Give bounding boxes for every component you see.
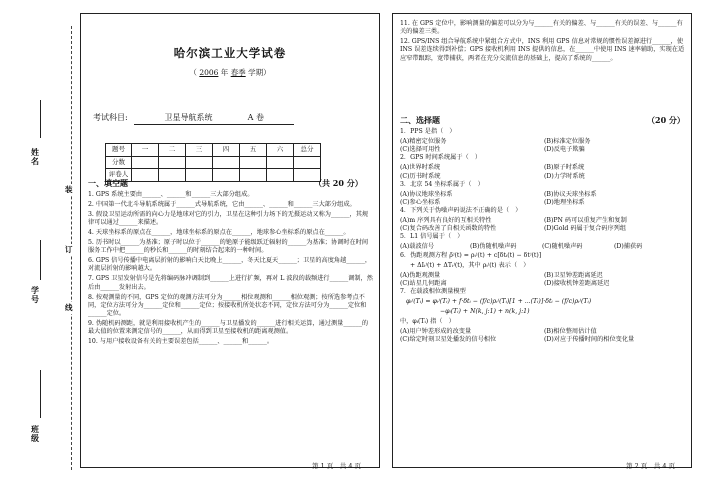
score-head-cell: 四 xyxy=(213,144,240,157)
phase-formula-line-2: −φᵢ(Tᵢ) + N(k, j:1) + n(k, j:1) xyxy=(440,307,530,315)
grader-cell[interactable] xyxy=(240,169,267,182)
choice-option[interactable]: (B)PN 码可以重复产生和复制 xyxy=(544,217,627,225)
fill-question: 9. 伪随机码测距，就是利用接收机产生的______与卫星播发的______进行相关运算，通过测量______的最大值的位置来测定信号的______，从而得到卫星至接收机的距离观测值。 xyxy=(88,320,369,336)
choice-option[interactable]: (A)用户钟差形成的改变量 xyxy=(400,327,472,335)
choice-option[interactable]: (A)精密定位服务 xyxy=(400,137,447,145)
choice-option[interactable]: (C)给定时刻卫星处播发的信号相位 xyxy=(400,336,497,344)
fill-question: 12. GPS/INS 组合导航系统中紧组合方式中，INS 利用 GPS 信息对常规的惯性误差源进行______，使 INS 误差连续得到补偿；GPS 接收机利用 INS 提供的信息，在______中使用 INS 速率辅助，实现在适应窄带跟踪，宽带捕获，两者在充分交流信息的基础上，提高了系统的______。 xyxy=(400,38,685,62)
score-head-cell: 总分 xyxy=(294,144,321,157)
grader-cell[interactable] xyxy=(213,169,240,182)
phase-formula-line-1: φᵢʲ(Tᵢ) = φᵢʲ(Tᵢ) + f·δtᵢ − (f/c)ρᵢʲ(Tᵢ)[1 + ...(Tᵢ)]·δtᵢ − (f/c)ρᵢʲ(Tᵢ) xyxy=(406,297,592,305)
year-suffix: 年 xyxy=(220,68,229,77)
choice-option[interactable]: (D)捕获码 xyxy=(614,243,643,251)
fill-question: 11. 在 GPS 定位中，影响测量的偏差可以分为与______有关的偏差、与______有关的误差、与______有关的偏差三类。 xyxy=(400,20,683,36)
exam-title: 哈尔滨工业大学试卷 xyxy=(173,46,287,60)
choice-options xyxy=(400,164,690,180)
term-suffix: 学期） xyxy=(248,68,271,77)
grader-cell[interactable] xyxy=(132,169,159,182)
name-label: 姓名 xyxy=(30,148,41,166)
name-line xyxy=(40,100,41,138)
class-label: 班级 xyxy=(30,425,41,443)
subject-label: 考试科目: xyxy=(93,113,128,122)
choice-option[interactable]: (D)地理坐标系 xyxy=(544,198,585,206)
choice-option[interactable]: (B)卫星钟差距离延迟 xyxy=(544,271,603,279)
open-paren: （ xyxy=(189,68,197,77)
binding-margin xyxy=(0,0,80,496)
choice-option[interactable]: (C)参心坐标系 xyxy=(400,198,441,206)
choice-stem: 4．下列关于伪噪声码说法不正确的是（ ） xyxy=(400,207,522,215)
score-head-cell: 六 xyxy=(267,144,294,157)
bind-char-zhuang: 装 xyxy=(65,185,73,194)
section-1-questions xyxy=(88,191,374,348)
id-label: 学号 xyxy=(30,286,41,304)
page-2-footer: 第 2 页 共 4 页 xyxy=(626,462,676,470)
fill-question: 10. 与用户接收设备有关的主要误差包括______、______和______。 xyxy=(88,338,274,346)
score-head-cell: 五 xyxy=(240,144,267,157)
score-table xyxy=(105,143,321,182)
subject-value xyxy=(134,113,294,125)
choice-option[interactable]: (C)选择可用性 xyxy=(400,146,441,154)
score-row-label: 分数 xyxy=(106,156,132,169)
fill-question: 1. GPS 系统主要由______、______和______三大部分组成。 xyxy=(88,191,254,198)
choice-option[interactable]: (C)历书时系统 xyxy=(400,172,441,180)
id-line xyxy=(40,240,41,280)
choice-options xyxy=(400,191,690,207)
choice-stem: 3．北京 54 坐标系属于（ ） xyxy=(400,180,484,188)
choice-stem: 5．L1 信号属于（ ） xyxy=(400,233,464,241)
year: 2006 xyxy=(199,68,219,77)
choice-option[interactable]: (C)站星几何距离 xyxy=(400,279,447,287)
fill-question: 2. 中国第一代北斗导航系统属于______式导航系统，它由______、______和______三大部分组成。 xyxy=(88,200,356,208)
subject-line xyxy=(93,113,294,125)
fill-question: 4. 天球坐标系的原点在______，地球坐标系的原点在______，地球参心坐标系的原点在______。 xyxy=(88,229,350,237)
choice-option[interactable]: (B)协议天球坐标系 xyxy=(544,190,597,198)
score-cell[interactable] xyxy=(132,156,159,169)
choice-option[interactable]: (D)力学时系统 xyxy=(544,172,585,180)
score-head-cell: 题号 xyxy=(106,144,132,157)
bind-char-ding: 订 xyxy=(65,245,73,254)
semester-line xyxy=(80,68,380,78)
fill-question: 8. 按观测量的不同，GPS 定位的观测方法可分为______相位观测和______相位观测；按所选参考点不同，定位方法可分为______定位和______定位；按接收机所处状态不同，定位方法可分为______定位和______定位。 xyxy=(88,293,367,318)
fill-question: 6. GPS 信号传播中电离层折射的影响白天比晚上______，冬天比夏天______；卫星的高度角越______，对流层折射的影响越大。 xyxy=(88,257,372,273)
fill-question: 3. 假设卫星运动所需的向心力是地球对它的引力，卫星在这种引力场下的无摄运动又称为______，其规律可以通过______来描述。 xyxy=(88,210,369,227)
grader-cell[interactable] xyxy=(186,169,213,182)
grader-row-label: 评卷人 xyxy=(106,169,132,182)
score-cell[interactable] xyxy=(159,156,186,169)
choice-stem-cont: 中，φᵢ(Tᵢ) 指（ ） xyxy=(400,317,455,325)
section-2-questions xyxy=(400,128,690,344)
choice-option[interactable]: (B)原子时系统 xyxy=(544,164,585,172)
choice-stem: 1．PPS 是指（ ） xyxy=(400,128,456,135)
score-header-row xyxy=(106,144,321,157)
choice-option[interactable]: (C)复合码改善了自相关函数的特性 xyxy=(400,225,497,233)
choice-option[interactable]: (D)Gold 码属于复合码序列组 xyxy=(544,225,627,233)
paper-version: A 卷 xyxy=(247,113,264,122)
score-cell[interactable] xyxy=(186,156,213,169)
section-1-continued xyxy=(400,20,686,65)
score-head-cell: 二 xyxy=(159,144,186,157)
section-2-points: （20 分） xyxy=(647,115,685,125)
choice-option[interactable]: (B)相位整周估计值 xyxy=(544,327,597,335)
choice-option[interactable]: (C)随机噪声码 xyxy=(542,243,583,251)
choice-option[interactable]: (B)伪随机噪声码 xyxy=(470,243,517,251)
fill-question: 5. 历书时以______为基准；原子时以位于______的铯原子能级跃迁辐射的______为基准；协调时在时间服务工作中把______的秒长和______的时刻结合起来的一种时间。 xyxy=(88,239,369,255)
choice-option[interactable]: (A)伪距观测量 xyxy=(400,271,441,279)
grader-cell[interactable] xyxy=(159,169,186,182)
choice-option[interactable]: (B)标准定位服务 xyxy=(544,137,591,145)
choice-option[interactable]: (A)世界时系统 xyxy=(400,164,441,172)
choice-stem: 6．伪距观测方程 ρ̃ʲ(t) = ρᵢʲ(t) + c[δtᵢ(t) − δtʲ(t)] xyxy=(400,251,542,259)
score-cell[interactable] xyxy=(213,156,240,169)
choice-stem: 2．GPS 时间系统属于（ ） xyxy=(400,154,482,162)
class-line xyxy=(40,370,41,418)
choice-options xyxy=(400,217,690,233)
choice-option[interactable]: (D)接收机钟差距离延迟 xyxy=(544,279,610,287)
score-head-cell: 三 xyxy=(186,144,213,157)
grader-cell[interactable] xyxy=(267,169,294,182)
score-cell[interactable] xyxy=(294,156,321,169)
score-cell[interactable] xyxy=(240,156,267,169)
score-head-cell: 一 xyxy=(132,144,159,157)
choice-option[interactable]: (A)协议地球坐标系 xyxy=(400,190,453,198)
choice-options xyxy=(400,272,690,288)
choice-option[interactable]: (D)对应于传播时间的相位变化量 xyxy=(544,336,635,344)
section-2-heading: 二、选择题 xyxy=(400,115,440,125)
section-1-points: （共 20 分） xyxy=(314,178,363,188)
choice-stem-cont: + ΔIᵢʲ(t) + ΔTᵢʲ(t)，其中 ρᵢʲ(t) 表示（ ） xyxy=(410,261,530,269)
term: 春季 xyxy=(230,68,246,77)
score-cell[interactable] xyxy=(267,156,294,169)
choice-options xyxy=(400,243,690,251)
choice-options xyxy=(400,328,690,344)
fill-question: 7. GPS 卫星发射信号是先将编码脉冲调制到______上进行扩频，再对 L 波段的载频进行______调制，然后由______发射出去。 xyxy=(88,275,373,291)
section-1-heading: 一、填空题 xyxy=(88,178,128,188)
choice-option[interactable]: (A)m 序列具有良好的互相关特性 xyxy=(400,217,492,225)
choice-option[interactable]: (D)反电子欺骗 xyxy=(544,146,585,154)
choice-stem: 7．在载波相位测量模型 xyxy=(400,287,466,295)
bind-char-xian: 线 xyxy=(65,303,73,312)
choice-option[interactable]: (A)载波信号 xyxy=(400,243,435,251)
choice-options xyxy=(400,138,690,154)
page-1-footer: 第 1 页 共 4 页 xyxy=(312,462,362,470)
subject-name: 卫星导航系统 xyxy=(164,113,213,122)
score-row xyxy=(106,156,321,169)
grader-row xyxy=(106,169,321,182)
